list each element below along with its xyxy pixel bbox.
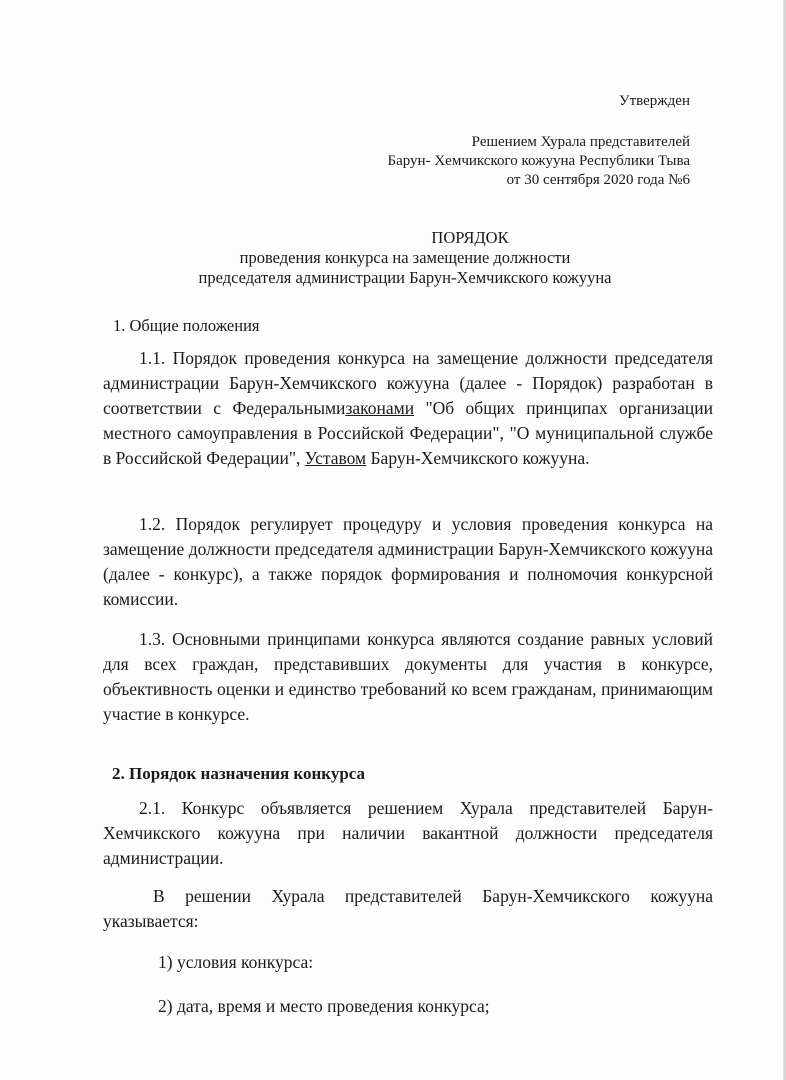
document-title [100, 228, 710, 288]
p11-text-a: 1.1. Порядок проведения конкурса на замещение должности председателя администрации Барун-Хемчикского кожууна (далее - Порядок) разработан в соответствии с Федеральными [103, 348, 713, 418]
approval-line-2: Барун- Хемчикского кожууна Республики Тыва [387, 153, 690, 169]
p11-text-b: "Об общих принципах организации местного самоуправления в Российской Федерации", "О муниципальной службе в Российской Федерации", [103, 398, 713, 468]
p13-text: 1.3. Основными принципами конкурса являются создание равных условий для всех граждан, представивших документы для участия в конкурсе, объективность оценки и единство требований ко всем гражданам, принимающим участие в конкурсе. [103, 629, 713, 724]
p11-text-c: Барун-Хемчикского кожууна. [366, 448, 590, 468]
approval-line-1: Решением Хурала представителей [471, 134, 690, 150]
laws-link[interactable]: законами [345, 398, 415, 418]
title-main: ПОРЯДОК [431, 228, 509, 247]
paragraph-2-1 [103, 796, 713, 871]
approval-block [387, 92, 690, 190]
charter-link[interactable]: Уставом [304, 448, 367, 468]
p12-text: 1.2. Порядок регулирует процедуру и условия проведения конкурса на замещение должности председателя администрации Барун-Хемчикского кожууна (далее - конкурс), а также порядок формирования и полномочия конкурсной комиссии. [103, 514, 713, 609]
title-sub-2: председателя администрации Барун-Хемчикского кожууна [198, 268, 612, 287]
paragraph-1-1 [103, 346, 713, 471]
list-item-1: 1) условия конкурса: [158, 952, 314, 972]
approval-line-3: от 30 сентября 2020 года №6 [506, 172, 690, 188]
p21-text: 2.1. Конкурс объявляется решением Хурала представителей Барун-Хемчикского кожууна при наличии вакантной должности председателя администрации. [103, 798, 713, 868]
approved-label: Утвержден [618, 93, 690, 109]
p21b-text: В решении Хурала представителей Барун-Хемчикского кожууна указывается: [103, 886, 713, 931]
section-1-heading: 1. Общие положения [113, 316, 260, 335]
paragraph-1-2 [103, 512, 713, 612]
paragraph-2-1b [103, 884, 713, 934]
section-2-heading: 2. Порядок назначения конкурса [112, 764, 366, 783]
title-sub-1: проведения конкурса на замещение должности [239, 248, 571, 267]
list-item-2: 2) дата, время и место проведения конкурса; [158, 996, 490, 1016]
paragraph-1-3 [103, 627, 713, 727]
